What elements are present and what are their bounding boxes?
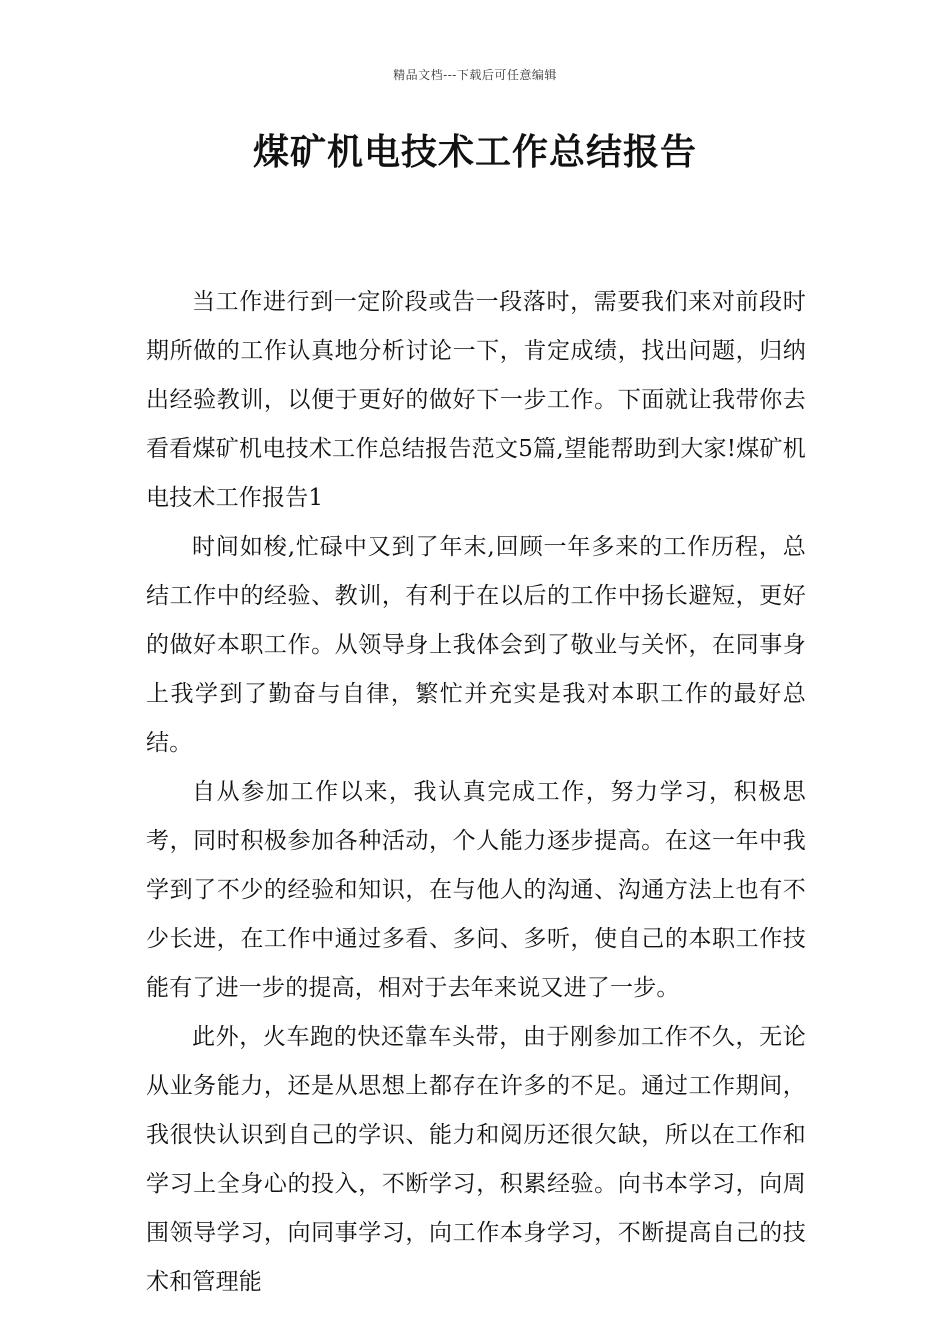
document-title: 煤矿机电技术工作总结报告 [252,132,697,173]
paragraph-intro: 当工作进行到一定阶段或告一段落时，需要我们来对前段时期所做的工作认真地分析讨论一下，肯定成绩，找出问题，归纳出经验教训，以便于更好的做好下一步工作。下面就让我带你去看看煤矿机电技术工作总结报告范文5篇,望能帮助到大家!煤矿机电技术工作报告1 [146,289,806,511]
paragraph-growth: 自从参加工作以来，我认真完成工作，努力学习，积极思考，同时积极参加各种活动，个人能力逐步提高。在这一年中我学到了不少的经验和知识，在与他人的沟通、沟通方法上也有不少长进，在工作中通过多看、多问、多听，使自己的本职工作技能有了进一步的提高，相对于去年来说又进了一步。 [146,779,806,1001]
header-note: 精品文档---下载后可任意编辑 [393,68,557,82]
paragraph-review: 时间如梭,忙碌中又到了年末,回顾一年多来的工作历程，总结工作中的经验、教训，有利于在以后的工作中扬长避短，更好的做好本职工作。从领导身上我体会到了敬业与关怀，在同事身上我学到了勤奋与自律，繁忙并充实是我对本职工作的最好总结。 [146,534,806,756]
document-body [146,278,806,1307]
paragraph-shortcomings: 此外，火车跑的快还靠车头带，由于刚参加工作不久，无论从业务能力，还是从思想上都存在许多的不足。通过工作期间，我很快认识到自己的学识、能力和阅历还很欠缺，所以在工作和学习上全身心的投入，不断学习，积累经验。向书本学习，向周围领导学习，向同事学习，向工作本身学习，不断提高自己的技术和管理能 [146,1024,806,1295]
